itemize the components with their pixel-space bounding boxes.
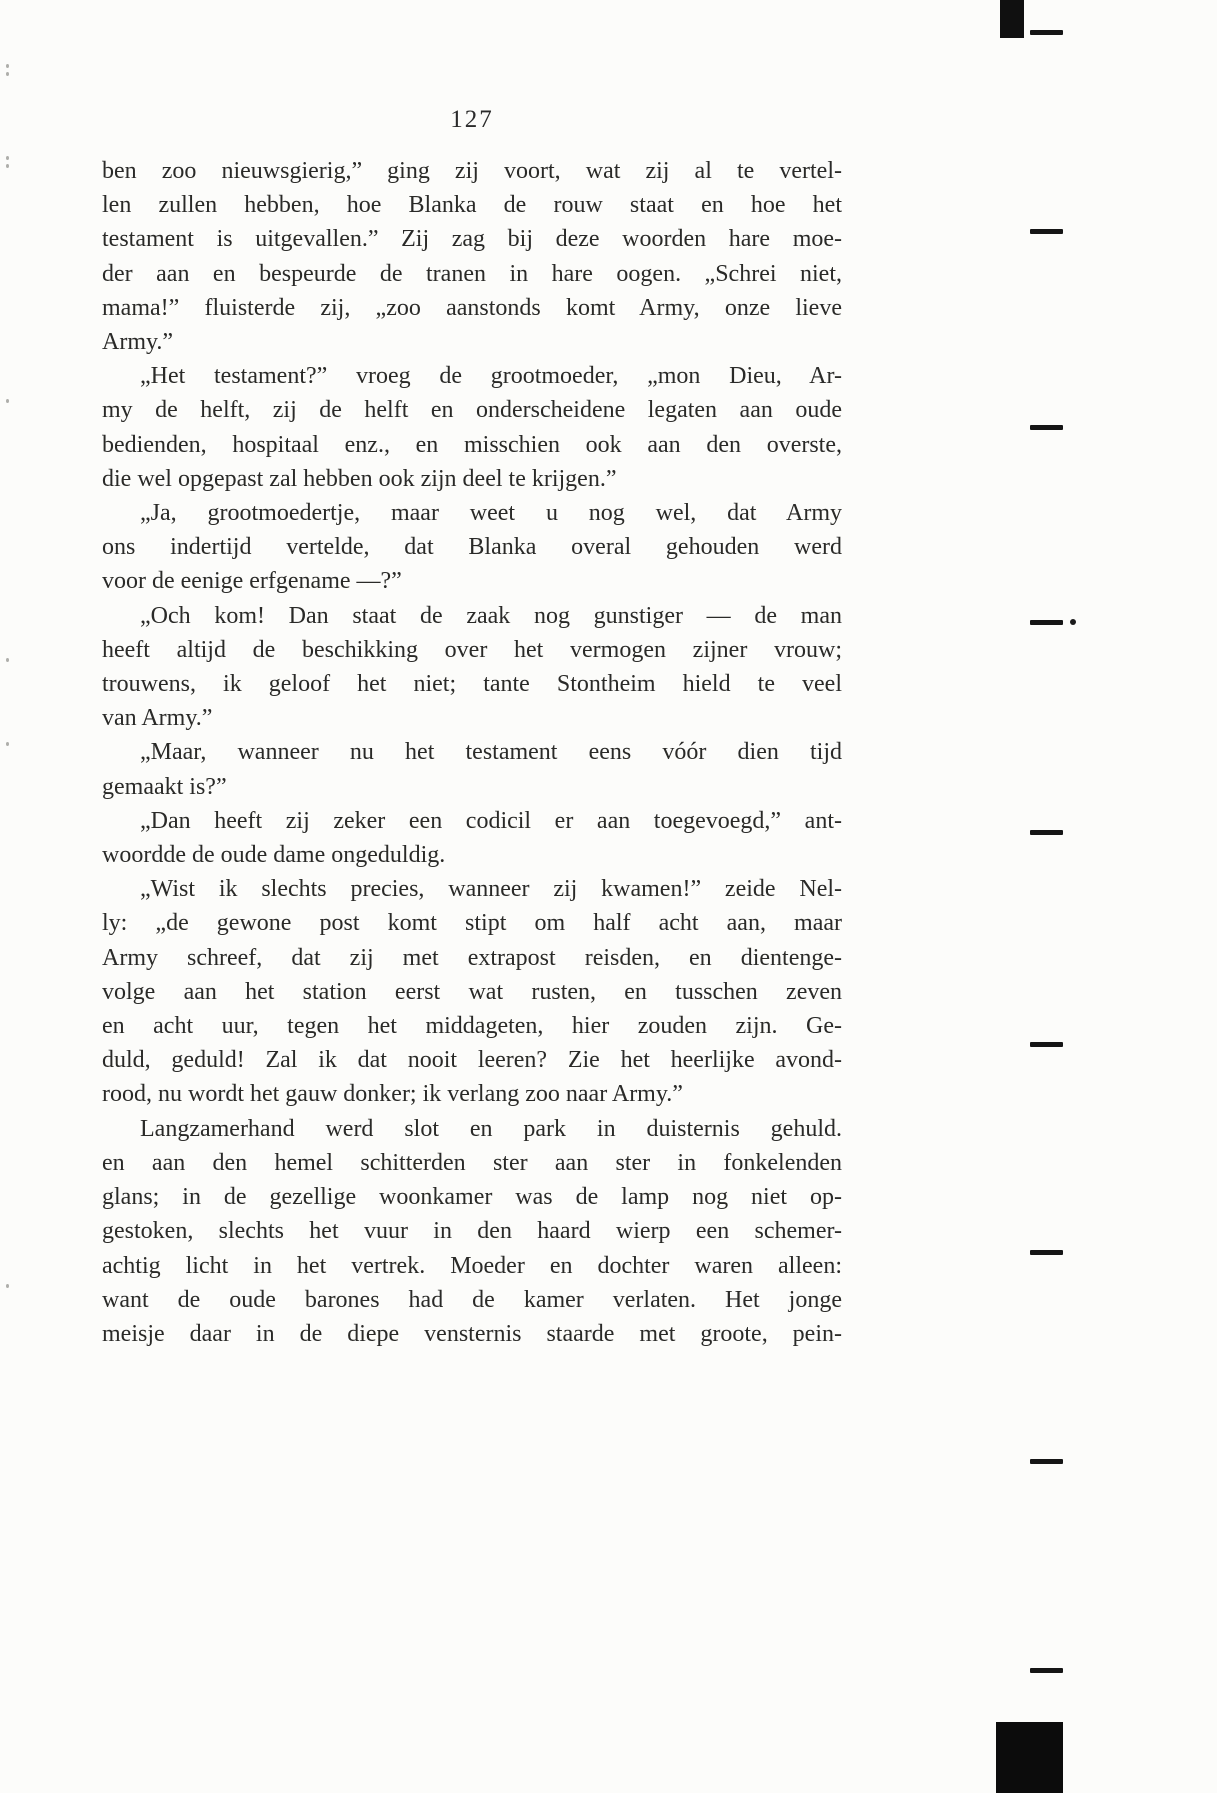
paragraph xyxy=(102,154,842,359)
text-line: meisje daar in de diepe vensternis staarde met groote, pein- xyxy=(102,1320,842,1347)
text-line: mama!” fluisterde zij, „zoo aanstonds komt Army, onze lieve xyxy=(102,294,842,321)
text-line: glans; in de gezellige woonkamer was de lamp nog niet op- xyxy=(102,1184,842,1211)
text-line: „Het testament?” vroeg de grootmoeder, „mon Dieu, Ar- xyxy=(140,363,842,390)
scan-mark xyxy=(1030,1459,1063,1464)
text-line: van Army.” xyxy=(102,705,213,732)
text-line: der aan en bespeurde de tranen in hare oogen. „Schrei niet, xyxy=(102,260,842,287)
left-edge-speckle xyxy=(6,164,9,168)
text-line: achtig licht in het vertrek. Moeder en dochter waren alleen: xyxy=(102,1252,842,1279)
scan-mark-dot xyxy=(1070,619,1076,625)
text-line: en aan den hemel schitterden ster aan ster in fonkelenden xyxy=(102,1149,842,1176)
scan-mark xyxy=(1030,425,1063,430)
paragraph xyxy=(102,804,842,872)
scan-mark xyxy=(1030,1668,1063,1673)
left-edge-speckle xyxy=(6,72,9,76)
text-line: bedienden, hospitaal enz., en misschien ook aan den overste, xyxy=(102,431,842,458)
text-line: gestoken, slechts het vuur in den haard wierp een schemer- xyxy=(102,1218,842,1245)
text-line: „Och kom! Dan staat de zaak nog gunstiger — de man xyxy=(140,602,842,629)
text-line: Army schreef, dat zij met extrapost reisden, en dientenge- xyxy=(102,944,842,971)
text-line: volge aan het station eerst wat rusten, en tusschen zeven xyxy=(102,978,842,1005)
text-line: trouwens, ik geloof het niet; tante Stontheim hield te veel xyxy=(102,671,842,698)
text-line: ben zoo nieuwsgierig,” ging zij voort, wat zij al te vertel- xyxy=(102,158,842,184)
paragraph xyxy=(102,599,842,736)
text-line: rood, nu wordt het gauw donker; ik verlang zoo naar Army.” xyxy=(102,1081,683,1108)
text-line: ly: „de gewone post komt stipt om half acht aan, maar xyxy=(102,910,842,937)
text-line: gemaakt is?” xyxy=(102,773,227,800)
text-line: want de oude barones had de kamer verlaten. Het jonge xyxy=(102,1286,842,1313)
left-edge-speckle xyxy=(6,156,9,160)
text-line: ons indertijd vertelde, dat Blanka overal gehouden werd xyxy=(102,534,842,561)
text-line: „Maar, wanneer nu het testament eens vóór dien tijd xyxy=(140,739,842,766)
scan-mark xyxy=(1030,30,1063,35)
text-line: die wel opgepast zal hebben ook zijn deel te krijgen.” xyxy=(102,465,617,492)
scan-artifact-bar xyxy=(1000,0,1024,38)
scan-mark xyxy=(1030,620,1063,625)
text-line: testament is uitgevallen.” Zij zag bij deze woorden hare moe- xyxy=(102,226,842,253)
scan-mark xyxy=(1030,1042,1063,1047)
paragraph xyxy=(102,359,842,496)
scan-mark xyxy=(1030,830,1063,835)
text-line: en acht uur, tegen het middageten, hier zouden zijn. Ge- xyxy=(102,1013,842,1040)
text-line: „Ja, grootmoedertje, maar weet u nog wel, dat Army xyxy=(140,500,842,527)
text-line: voor de eenige erfgename —?” xyxy=(102,568,402,595)
text-line: woordde de oude dame ongeduldig. xyxy=(102,842,446,869)
scan-artifact-block xyxy=(996,1722,1063,1793)
left-edge-speckle xyxy=(6,399,9,403)
paragraph xyxy=(102,496,842,599)
text-line: Army.” xyxy=(102,329,174,356)
text-line: Langzamerhand werd slot en park in duisternis gehuld. xyxy=(140,1115,842,1142)
paragraph xyxy=(102,872,842,1111)
text-line: my de helft, zij de helft en onderscheidene legaten aan oude xyxy=(102,397,842,424)
left-edge-speckle xyxy=(6,658,9,662)
text-line: len zullen hebben, hoe Blanka de rouw staat en hoe het xyxy=(102,192,842,219)
text-line: „Wist ik slechts precies, wanneer zij kwamen!” zeide Nel- xyxy=(140,876,842,903)
text-line: „Dan heeft zij zeker een codicil er aan toegevoegd,” ant- xyxy=(140,807,842,834)
paragraph xyxy=(102,735,842,803)
text-line: heeft altijd de beschikking over het vermogen zijner vrouw; xyxy=(102,636,842,663)
scan-mark xyxy=(1030,229,1063,234)
left-edge-speckle xyxy=(6,1284,9,1288)
text-block xyxy=(102,106,842,1351)
paragraph xyxy=(102,1112,842,1351)
left-edge-speckle xyxy=(6,64,9,68)
scan-mark xyxy=(1030,1250,1063,1255)
page-number: 127 xyxy=(450,106,494,133)
text-line: duld, geduld! Zal ik dat nooit leeren? Zie het heerlijke avond- xyxy=(102,1047,842,1074)
left-edge-speckle xyxy=(6,742,9,746)
